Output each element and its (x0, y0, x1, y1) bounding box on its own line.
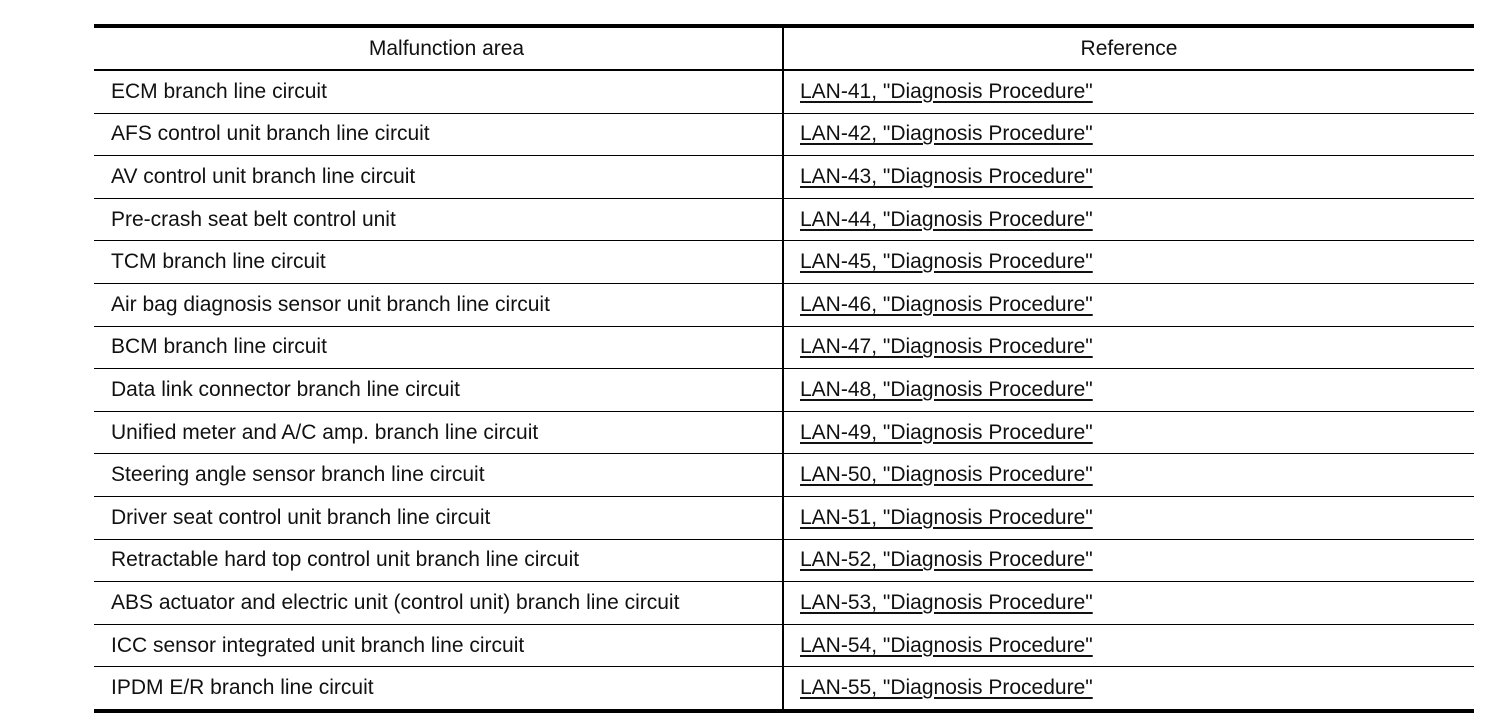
reference-cell (783, 70, 1474, 113)
reference-cell (783, 156, 1474, 199)
reference-cell (783, 411, 1474, 454)
malfunction-area-cell: Pre-crash seat belt control unit (94, 198, 783, 241)
reference-cell (783, 198, 1474, 241)
reference-cell (783, 667, 1474, 711)
malfunction-area-cell: Air bag diagnosis sensor unit branch line circuit (94, 283, 783, 326)
reference-cell (783, 454, 1474, 497)
table-row (94, 156, 1474, 199)
malfunction-area-cell: Steering angle sensor branch line circuit (94, 454, 783, 497)
reference-table-container (94, 24, 1474, 713)
malfunction-area-cell: ABS actuator and electric unit (control unit) branch line circuit (94, 582, 783, 625)
reference-link[interactable]: LAN-42, "Diagnosis Procedure" (800, 122, 1093, 146)
reference-cell (783, 113, 1474, 156)
header-malfunction-area: Malfunction area (94, 26, 783, 70)
table-row (94, 283, 1474, 326)
reference-link[interactable]: LAN-49, "Diagnosis Procedure" (800, 420, 1093, 444)
malfunction-area-cell: BCM branch line circuit (94, 326, 783, 369)
reference-cell (783, 539, 1474, 582)
table-row (94, 624, 1474, 667)
reference-link[interactable]: LAN-45, "Diagnosis Procedure" (800, 250, 1093, 274)
malfunction-area-cell: Unified meter and A/C amp. branch line circuit (94, 411, 783, 454)
table-row (94, 411, 1474, 454)
reference-cell (783, 624, 1474, 667)
malfunction-reference-table (94, 24, 1474, 713)
table-row (94, 582, 1474, 625)
table-header-row (94, 26, 1474, 70)
malfunction-area-cell: AFS control unit branch line circuit (94, 113, 783, 156)
table-row (94, 667, 1474, 711)
table-row (94, 369, 1474, 412)
reference-link[interactable]: LAN-55, "Diagnosis Procedure" (800, 676, 1093, 700)
malfunction-area-cell: Data link connector branch line circuit (94, 369, 783, 412)
reference-link[interactable]: LAN-52, "Diagnosis Procedure" (800, 548, 1093, 572)
malfunction-area-cell: Retractable hard top control unit branch line circuit (94, 539, 783, 582)
reference-cell (783, 283, 1474, 326)
table-row (94, 113, 1474, 156)
reference-link[interactable]: LAN-53, "Diagnosis Procedure" (800, 590, 1093, 614)
table-row (94, 241, 1474, 284)
reference-cell (783, 241, 1474, 284)
reference-link[interactable]: LAN-41, "Diagnosis Procedure" (800, 79, 1093, 103)
reference-cell (783, 326, 1474, 369)
reference-link[interactable]: LAN-50, "Diagnosis Procedure" (800, 463, 1093, 487)
malfunction-area-cell: Driver seat control unit branch line circuit (94, 496, 783, 539)
table-row (94, 454, 1474, 497)
reference-link[interactable]: LAN-47, "Diagnosis Procedure" (800, 335, 1093, 359)
table-row (94, 70, 1474, 113)
reference-link[interactable]: LAN-51, "Diagnosis Procedure" (800, 505, 1093, 529)
reference-link[interactable]: LAN-54, "Diagnosis Procedure" (800, 633, 1093, 657)
malfunction-area-cell: ICC sensor integrated unit branch line circuit (94, 624, 783, 667)
malfunction-area-cell: AV control unit branch line circuit (94, 156, 783, 199)
reference-cell (783, 496, 1474, 539)
table-row (94, 496, 1474, 539)
reference-cell (783, 369, 1474, 412)
table-row (94, 539, 1474, 582)
table-row (94, 326, 1474, 369)
table-row (94, 198, 1474, 241)
reference-cell (783, 582, 1474, 625)
reference-link[interactable]: LAN-44, "Diagnosis Procedure" (800, 207, 1093, 231)
malfunction-area-cell: TCM branch line circuit (94, 241, 783, 284)
malfunction-area-cell: ECM branch line circuit (94, 70, 783, 113)
reference-link[interactable]: LAN-48, "Diagnosis Procedure" (800, 377, 1093, 401)
malfunction-area-cell: IPDM E/R branch line circuit (111, 676, 374, 700)
reference-link[interactable]: LAN-46, "Diagnosis Procedure" (800, 292, 1093, 316)
table-body (94, 70, 1474, 711)
header-reference: Reference (783, 26, 1474, 70)
reference-link[interactable]: LAN-43, "Diagnosis Procedure" (800, 164, 1093, 188)
